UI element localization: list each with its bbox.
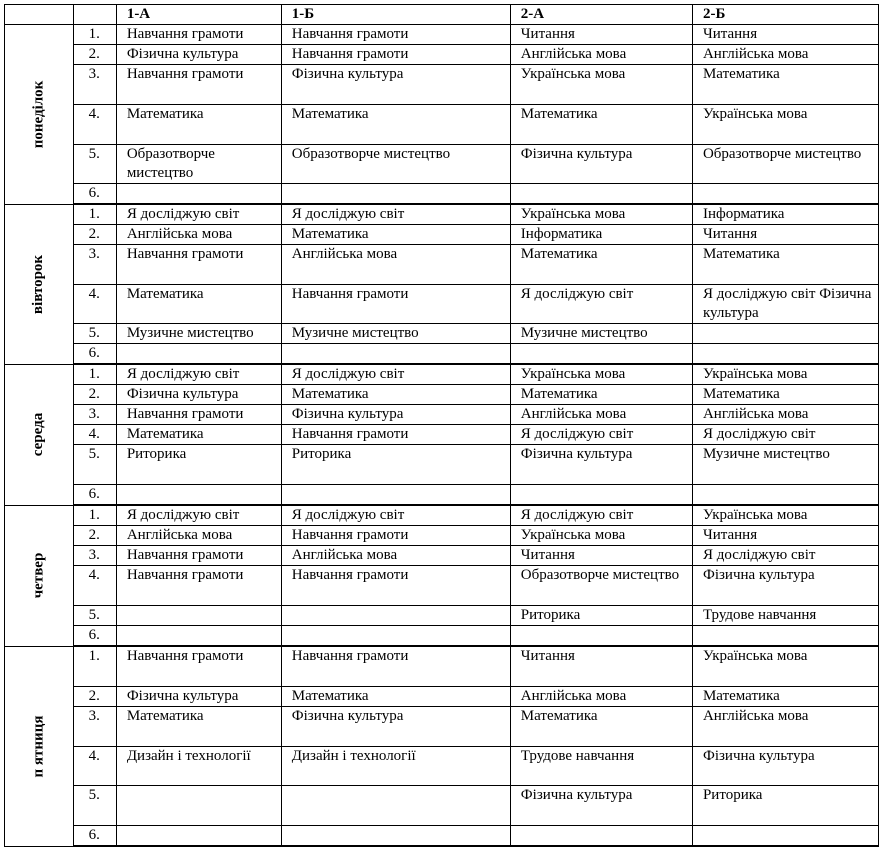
lesson-row xyxy=(5,747,879,786)
lesson-number: 1. xyxy=(73,364,116,385)
class-header-2b: 2-Б xyxy=(692,5,878,25)
lesson-number: 2. xyxy=(73,45,116,65)
lesson-number: 1. xyxy=(73,646,116,687)
day-label: п ятниця xyxy=(30,715,47,777)
class-header-2a: 2-А xyxy=(510,5,692,25)
subject-cell: Фізична культура xyxy=(692,566,878,606)
lesson-row xyxy=(5,485,879,506)
subject-cell: Математика xyxy=(692,385,878,405)
lesson-row xyxy=(5,344,879,365)
subject-cell: Фізична культура xyxy=(281,707,510,747)
lesson-row xyxy=(5,225,879,245)
lesson-number: 1. xyxy=(73,505,116,526)
subject-cell: Дизайн і технології xyxy=(281,747,510,786)
lesson-row xyxy=(5,786,879,826)
lesson-row xyxy=(5,626,879,647)
subject-cell xyxy=(281,606,510,626)
lesson-number: 4. xyxy=(73,285,116,324)
lesson-row xyxy=(5,687,879,707)
subject-cell: Математика xyxy=(510,707,692,747)
subject-cell: Математика xyxy=(510,245,692,285)
subject-cell: Музичне мистецтво xyxy=(510,324,692,344)
subject-cell: Англійська мова xyxy=(692,45,878,65)
subject-cell xyxy=(692,184,878,205)
subject-cell: Математика xyxy=(281,687,510,707)
subject-cell xyxy=(692,485,878,506)
subject-cell: Музичне мистецтво xyxy=(281,324,510,344)
subject-cell: Українська мова xyxy=(510,204,692,225)
subject-cell: Я досліджую світ xyxy=(510,505,692,526)
subject-cell: Англійська мова xyxy=(692,405,878,425)
subject-cell: Українська мова xyxy=(510,65,692,105)
lesson-row xyxy=(5,364,879,385)
day-label: четвер xyxy=(30,552,47,599)
day-label: вівторок xyxy=(30,254,47,314)
subject-cell: Риторика xyxy=(281,445,510,485)
subject-cell: Я досліджую світ xyxy=(116,505,281,526)
subject-cell xyxy=(281,485,510,506)
subject-cell xyxy=(692,324,878,344)
subject-cell: Я досліджую світ xyxy=(692,546,878,566)
subject-cell: Я досліджую світ xyxy=(692,425,878,445)
subject-cell: Читання xyxy=(510,546,692,566)
lesson-number: 3. xyxy=(73,707,116,747)
subject-cell: Читання xyxy=(510,646,692,687)
subject-cell: Образотворче мистецтво xyxy=(116,145,281,184)
lesson-row xyxy=(5,566,879,606)
subject-cell: Фізична культура xyxy=(510,445,692,485)
subject-cell: Англійська мова xyxy=(116,526,281,546)
lesson-number: 3. xyxy=(73,65,116,105)
subject-cell: Українська мова xyxy=(510,526,692,546)
lesson-number: 6. xyxy=(73,826,116,847)
subject-cell: Читання xyxy=(510,25,692,45)
subject-cell: Образотворче мистецтво xyxy=(510,566,692,606)
subject-cell: Читання xyxy=(692,25,878,45)
lesson-row xyxy=(5,184,879,205)
subject-cell xyxy=(116,626,281,647)
subject-cell xyxy=(281,184,510,205)
lesson-row xyxy=(5,324,879,344)
day-cell xyxy=(5,25,74,205)
subject-cell: Англійська мова xyxy=(281,245,510,285)
subject-cell xyxy=(281,786,510,826)
subject-cell: Математика xyxy=(116,707,281,747)
subject-cell xyxy=(281,626,510,647)
subject-cell: Математика xyxy=(281,105,510,145)
subject-cell: Українська мова xyxy=(692,505,878,526)
subject-cell: Навчання грамоти xyxy=(281,25,510,45)
subject-cell: Я досліджую світ xyxy=(281,364,510,385)
subject-cell: Математика xyxy=(692,687,878,707)
subject-cell: Фізична культура xyxy=(692,747,878,786)
subject-cell: Навчання грамоти xyxy=(281,526,510,546)
lesson-number: 6. xyxy=(73,184,116,205)
subject-cell: Англійська мова xyxy=(510,687,692,707)
subject-cell: Фізична культура xyxy=(116,687,281,707)
lesson-row xyxy=(5,425,879,445)
lesson-number: 2. xyxy=(73,687,116,707)
day-label: середа xyxy=(30,412,47,457)
subject-cell: Я досліджую світ xyxy=(281,204,510,225)
lesson-row xyxy=(5,546,879,566)
lesson-number: 3. xyxy=(73,245,116,285)
lesson-number: 4. xyxy=(73,747,116,786)
subject-cell: Інформатика xyxy=(692,204,878,225)
lesson-number: 5. xyxy=(73,786,116,826)
subject-cell: Я досліджую світ xyxy=(281,505,510,526)
day-label: понеділок xyxy=(30,80,47,149)
lesson-number: 2. xyxy=(73,385,116,405)
day-cell xyxy=(5,364,74,505)
lesson-number: 5. xyxy=(73,606,116,626)
lesson-row xyxy=(5,405,879,425)
subject-cell: Риторика xyxy=(116,445,281,485)
subject-cell: Читання xyxy=(692,526,878,546)
subject-cell: Англійська мова xyxy=(281,546,510,566)
lesson-number: 6. xyxy=(73,626,116,647)
class-header-1a: 1-А xyxy=(116,5,281,25)
subject-cell: Навчання грамоти xyxy=(116,65,281,105)
class-header-1b: 1-Б xyxy=(281,5,510,25)
lesson-number: 4. xyxy=(73,566,116,606)
lesson-number: 5. xyxy=(73,324,116,344)
subject-cell: Я досліджую світ xyxy=(116,364,281,385)
subject-cell: Риторика xyxy=(692,786,878,826)
subject-cell: Українська мова xyxy=(692,105,878,145)
subject-cell xyxy=(692,344,878,365)
subject-cell: Інформатика xyxy=(510,225,692,245)
subject-cell: Математика xyxy=(692,65,878,105)
subject-cell xyxy=(116,485,281,506)
subject-cell: Математика xyxy=(116,285,281,324)
timetable-body xyxy=(5,25,879,847)
subject-cell: Математика xyxy=(116,105,281,145)
subject-cell: Я досліджую світ xyxy=(116,204,281,225)
subject-cell: Навчання грамоти xyxy=(116,566,281,606)
subject-cell: Навчання грамоти xyxy=(281,425,510,445)
subject-cell: Навчання грамоти xyxy=(281,646,510,687)
lesson-row xyxy=(5,285,879,324)
subject-cell: Математика xyxy=(116,425,281,445)
subject-cell: Українська мова xyxy=(510,364,692,385)
subject-cell xyxy=(510,184,692,205)
subject-cell xyxy=(510,485,692,506)
lesson-row xyxy=(5,505,879,526)
lesson-number-header xyxy=(73,5,116,25)
lesson-number: 3. xyxy=(73,405,116,425)
subject-cell: Читання xyxy=(692,225,878,245)
subject-cell: Навчання грамоти xyxy=(281,45,510,65)
subject-cell: Трудове навчання xyxy=(510,747,692,786)
subject-cell: Образотворче мистецтво xyxy=(692,145,878,184)
subject-cell xyxy=(692,626,878,647)
lesson-number: 1. xyxy=(73,204,116,225)
subject-cell: Навчання грамоти xyxy=(116,25,281,45)
lesson-row xyxy=(5,145,879,184)
subject-cell: Фізична культура xyxy=(281,405,510,425)
subject-cell: Трудове навчання xyxy=(692,606,878,626)
subject-cell: Дизайн і технології xyxy=(116,747,281,786)
header-row xyxy=(5,5,879,25)
day-cell xyxy=(5,505,74,646)
subject-cell: Англійська мова xyxy=(510,45,692,65)
lesson-number: 5. xyxy=(73,145,116,184)
lesson-row xyxy=(5,45,879,65)
subject-cell: Українська мова xyxy=(692,364,878,385)
subject-cell: Навчання грамоти xyxy=(281,566,510,606)
lesson-number: 2. xyxy=(73,225,116,245)
subject-cell: Фізична культура xyxy=(116,45,281,65)
corner-cell xyxy=(5,5,74,25)
subject-cell: Математика xyxy=(281,225,510,245)
subject-cell: Англійська мова xyxy=(692,707,878,747)
lesson-number: 4. xyxy=(73,105,116,145)
lesson-row xyxy=(5,445,879,485)
subject-cell: Фізична культура xyxy=(510,786,692,826)
lesson-number: 6. xyxy=(73,485,116,506)
subject-cell: Англійська мова xyxy=(510,405,692,425)
lesson-row xyxy=(5,526,879,546)
subject-cell: Навчання грамоти xyxy=(116,245,281,285)
subject-cell: Риторика xyxy=(510,606,692,626)
subject-cell: Навчання грамоти xyxy=(116,405,281,425)
subject-cell xyxy=(116,606,281,626)
lesson-number: 4. xyxy=(73,425,116,445)
subject-cell xyxy=(281,344,510,365)
lesson-row xyxy=(5,646,879,687)
subject-cell: Навчання грамоти xyxy=(281,285,510,324)
lesson-row xyxy=(5,105,879,145)
subject-cell: Я досліджую світ xyxy=(510,285,692,324)
subject-cell: Я досліджую світ xyxy=(510,425,692,445)
lesson-row xyxy=(5,204,879,225)
subject-cell: Математика xyxy=(692,245,878,285)
subject-cell: Математика xyxy=(281,385,510,405)
subject-cell xyxy=(510,626,692,647)
subject-cell: Образотворче мистецтво xyxy=(281,145,510,184)
lesson-row xyxy=(5,707,879,747)
lesson-number: 3. xyxy=(73,546,116,566)
lesson-row xyxy=(5,25,879,45)
subject-cell: Я досліджую світ Фізична культура xyxy=(692,285,878,324)
day-cell xyxy=(5,646,74,846)
subject-cell: Англійська мова xyxy=(116,225,281,245)
lesson-number: 1. xyxy=(73,25,116,45)
lesson-row xyxy=(5,385,879,405)
subject-cell: Українська мова xyxy=(692,646,878,687)
subject-cell xyxy=(116,786,281,826)
lesson-number: 6. xyxy=(73,344,116,365)
subject-cell xyxy=(116,184,281,205)
lesson-row xyxy=(5,65,879,105)
subject-cell: Фізична культура xyxy=(281,65,510,105)
lesson-row xyxy=(5,245,879,285)
lesson-row xyxy=(5,606,879,626)
lesson-number: 5. xyxy=(73,445,116,485)
timetable xyxy=(4,4,879,847)
subject-cell xyxy=(116,344,281,365)
subject-cell xyxy=(510,344,692,365)
subject-cell: Математика xyxy=(510,105,692,145)
day-cell xyxy=(5,204,74,364)
lesson-number: 2. xyxy=(73,526,116,546)
subject-cell: Навчання грамоти xyxy=(116,546,281,566)
subject-cell: Музичне мистецтво xyxy=(692,445,878,485)
subject-cell: Музичне мистецтво xyxy=(116,324,281,344)
subject-cell: Математика xyxy=(510,385,692,405)
subject-cell: Навчання грамоти xyxy=(116,646,281,687)
subject-cell: Фізична культура xyxy=(116,385,281,405)
subject-cell: Фізична культура xyxy=(510,145,692,184)
